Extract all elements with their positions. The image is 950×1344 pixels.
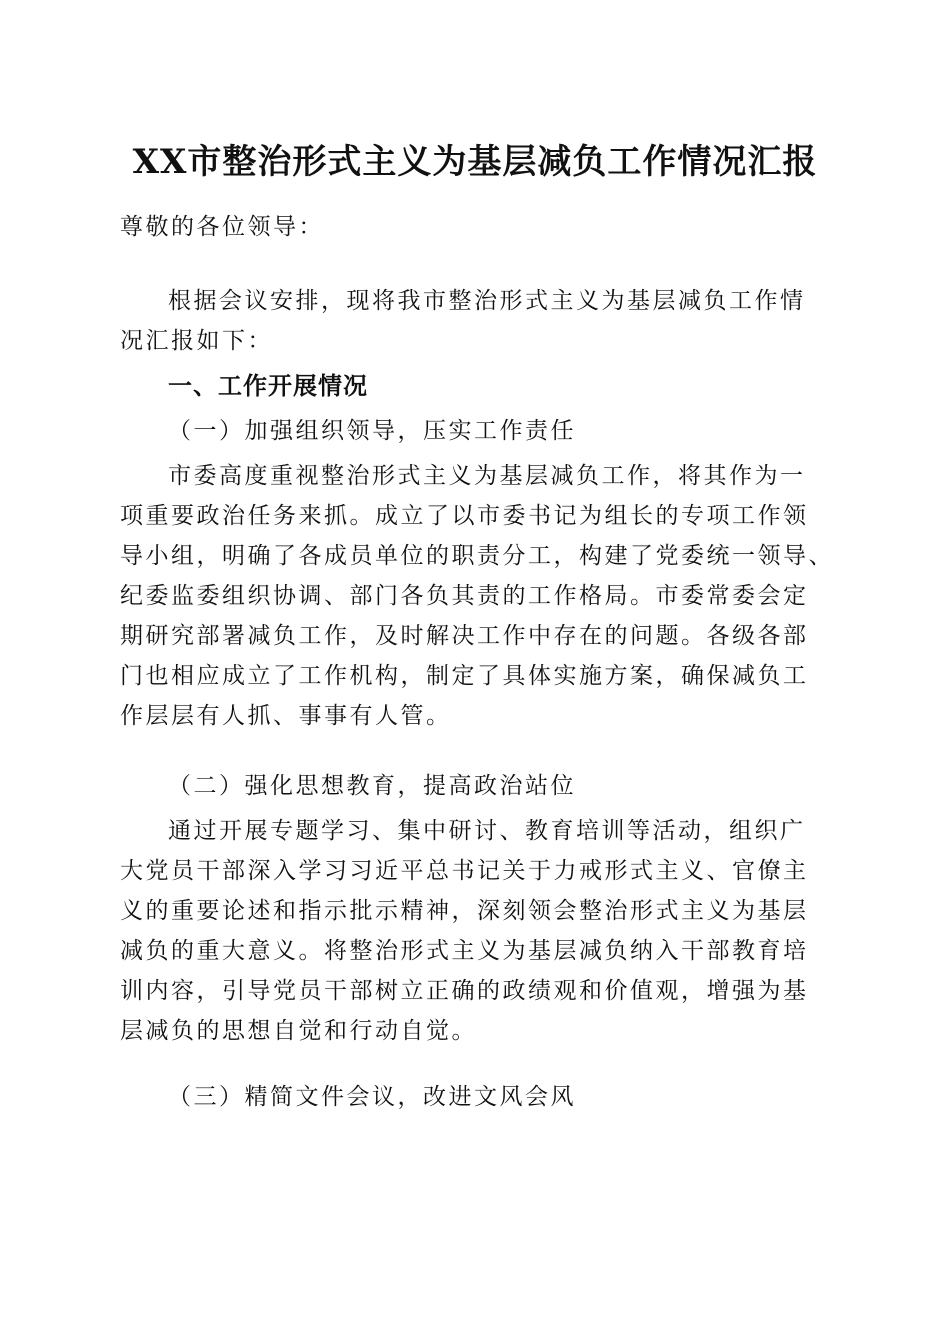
salutation: 尊敬的各位领导：	[120, 214, 324, 240]
paragraph-line: 作层层有人抓、事事有人管。	[120, 703, 452, 729]
paragraph-line: 导小组，明确了各成员单位的职责分工，构建了党委统一领导、	[120, 543, 834, 569]
paragraph-line: 纪委监委组织协调、部门各负其责的工作格局。市委常委会定	[120, 583, 809, 609]
paragraph-line: 义的重要论述和指示批示精神，深刻领会整治形式主义为基层	[120, 898, 809, 924]
subsection-2-paragraph	[120, 811, 832, 1051]
subsection-heading: （二）强化思想教育，提高政治站位	[168, 773, 576, 799]
paragraph-line: 减负的重大意义。将整治形式主义为基层减负纳入干部教育培	[120, 938, 809, 964]
subsection-1-paragraph	[120, 456, 832, 736]
document-title: XX市整治形式主义为基层减负工作情况汇报	[132, 142, 818, 182]
paragraph-line: 层减负的思想自觉和行动自觉。	[120, 1018, 477, 1044]
paragraph-line: 市委高度重视整治形式主义为基层减负工作，将其作为一	[168, 463, 806, 489]
paragraph-line: 大党员干部深入学习习近平总书记关于力戒形式主义、官僚主	[120, 858, 809, 884]
intro-paragraph	[120, 281, 832, 361]
paragraph-line: 通过开展专题学习、集中研讨、教育培训等活动，组织广	[168, 818, 806, 844]
paragraph-line: 期研究部署减负工作，及时解决工作中存在的问题。各级各部	[120, 623, 809, 649]
subsection-heading: （三）精简文件会议，改进文风会风	[168, 1084, 576, 1110]
paragraph-line: 根据会议安排，现将我市整治形式主义为基层减负工作情	[168, 288, 806, 314]
section-heading: 一、工作开展情况	[168, 372, 368, 400]
subsection-heading: （一）加强组织领导，压实工作责任	[168, 418, 576, 444]
paragraph-line: 训内容，引导党员干部树立正确的政绩观和价值观，增强为基	[120, 978, 809, 1004]
paragraph-line: 项重要政治任务来抓。成立了以市委书记为组长的专项工作领	[120, 503, 809, 529]
paragraph-line: 门也相应成立了工作机构，制定了具体实施方案，确保减负工	[120, 663, 809, 689]
paragraph-line: 况汇报如下：	[120, 328, 273, 354]
